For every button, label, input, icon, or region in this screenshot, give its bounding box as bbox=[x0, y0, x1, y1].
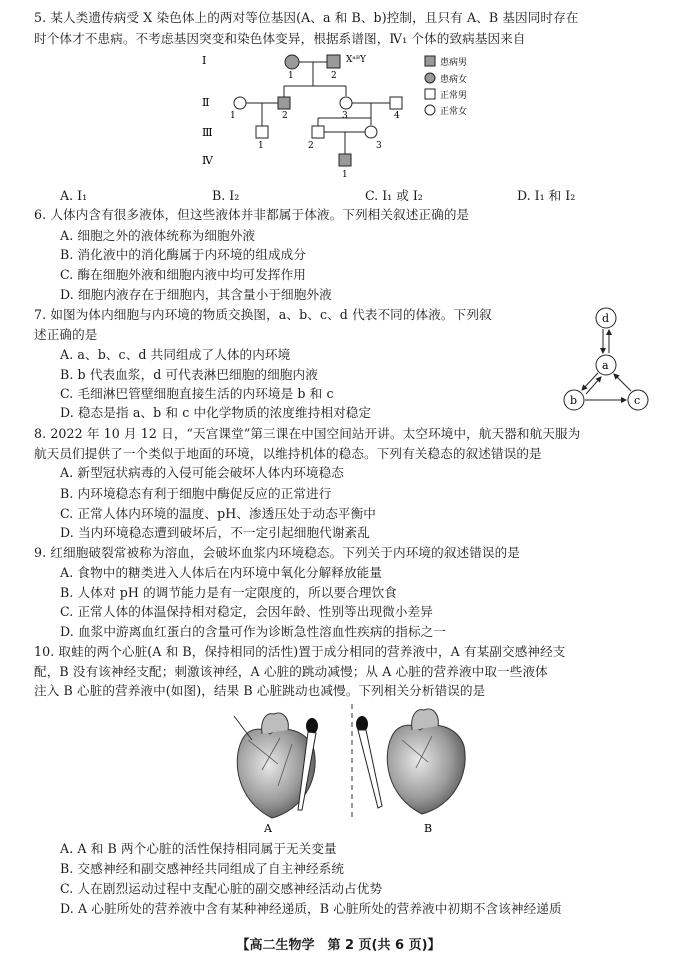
q8-option-c[interactable]: C. 正常人体内环境的温度、pH、渗透压处于动态平衡中 bbox=[60, 506, 376, 521]
q6-option-d[interactable]: D. 细胞内液存在于细胞内，其含量小于细胞外液 bbox=[60, 287, 332, 302]
q8-option-b[interactable]: B. 内环境稳态有利于细胞中酶促反应的正常进行 bbox=[60, 486, 332, 501]
heart-label-b: B bbox=[424, 822, 433, 835]
q8-stem-line-1: 8. 2022 年 10 月 12 日，“天宫课堂”第三课在中国空间站开讲。太空环境中，航天器和航天服为 bbox=[34, 426, 581, 441]
pedigree-IV1-affected-male bbox=[339, 154, 351, 166]
q5-options bbox=[0, 187, 677, 204]
legend-affected-female-label: 患病女 bbox=[440, 75, 468, 85]
pedigree-num-III3: 3 bbox=[376, 141, 382, 151]
pedigree-num-III2: 2 bbox=[308, 141, 314, 151]
q8-stem-line-2: 航天员们提供了一个类似于地面的环境，以维持机体的稳态。下列有关稳态的叙述错误的是 bbox=[34, 446, 542, 461]
node-a-label: a bbox=[602, 359, 609, 372]
q5-stem-line-2: 时个体才不患病。不考虑基因突变和染色体变异，根据系谱图，Ⅳ₁ 个体的致病基因来自 bbox=[34, 31, 526, 46]
legend-affected-male-symbol bbox=[425, 56, 435, 66]
arrow-b-to-a bbox=[586, 377, 601, 394]
pedigree-II4-normal-male bbox=[390, 97, 402, 109]
q6-stem: 6. 人体内含有很多液体，但这些液体并非都属于体液。下列相关叙述正确的是 bbox=[34, 207, 470, 222]
pedigree-II2-affected-male bbox=[278, 97, 290, 109]
q7-option-a[interactable]: A. a、b、c、d 共同组成了人体的内环境 bbox=[60, 347, 291, 362]
arrow-a-to-b bbox=[582, 373, 598, 390]
heart-label-a: A bbox=[264, 822, 272, 835]
q5-option-b[interactable]: B. Ⅰ₂ bbox=[212, 188, 240, 203]
q10-stem-line-2: 配，B 没有该神经支配；刺激该神经，A 心脏的跳动减慢；从 A 心脏的营养液中取一些液体 bbox=[34, 664, 548, 679]
q10-option-b[interactable]: B. 交感神经和副交感神经共同组成了自主神经系统 bbox=[60, 861, 345, 876]
node-b-label: b bbox=[570, 394, 578, 407]
pedigree-num-I1: 1 bbox=[288, 71, 294, 81]
q10-stem-line-1: 10. 取蛙的两个心脏(A 和 B，保持相同的活性)置于成分相同的营养液中，A 有某副交感神经支 bbox=[34, 644, 566, 659]
pedigree-I1-affected-female bbox=[285, 55, 299, 69]
pedigree-num-IV1: 1 bbox=[342, 170, 348, 180]
pedigree-chart bbox=[200, 48, 660, 188]
legend-affected-female-symbol bbox=[425, 73, 435, 83]
q9-stem: 9. 红细胞破裂常被称为溶血，会破坏血浆内环境稳态。下列关于内环境的叙述错误的是 bbox=[34, 545, 520, 560]
q5-option-c[interactable]: C. Ⅰ₁ 或 Ⅰ₂ bbox=[365, 188, 423, 203]
q5-stem-line-1: 5. 某人类遗传病受 X 染色体上的两对等位基因(A、a 和 B、b)控制，且只有 A、B 基因同时存在 bbox=[34, 10, 579, 25]
q9-option-c[interactable]: C. 正常人体的体温保持相对稳定，会因年龄、性别等出现微小差异 bbox=[60, 604, 433, 619]
arrow-c-to-a bbox=[614, 374, 631, 391]
pedigree-num-III1: 1 bbox=[258, 141, 264, 151]
node-c-label: c bbox=[634, 394, 641, 407]
legend-normal-male-label: 正常男 bbox=[440, 91, 468, 101]
pedigree-II1-normal-female bbox=[234, 97, 246, 109]
q9-option-a[interactable]: A. 食物中的糖类进入人体后在内环境中氧化分解释放能量 bbox=[60, 565, 383, 580]
body-fluid-diagram bbox=[556, 302, 666, 422]
q10-option-c[interactable]: C. 人在剧烈运动过程中支配心脏的副交感神经活动占优势 bbox=[60, 881, 383, 896]
q7-option-c[interactable]: C. 毛细淋巴管壁细胞直接生活的内环境是 b 和 c bbox=[60, 386, 334, 401]
pedigree-II3-normal-female bbox=[340, 97, 352, 109]
legend-normal-male-symbol bbox=[425, 89, 435, 99]
generation-label-3: Ⅲ bbox=[202, 126, 213, 139]
node-d-label: d bbox=[602, 312, 610, 325]
generation-label-4: Ⅳ bbox=[202, 154, 213, 167]
q5-option-a[interactable]: A. Ⅰ₁ bbox=[60, 188, 88, 203]
q6-option-a[interactable]: A. 细胞之外的液体统称为细胞外液 bbox=[60, 228, 256, 243]
q10-option-d[interactable]: D. A 心脏所处的营养液中含有某种神经递质，B 心脏所处的营养液中初期不含该神经递质 bbox=[60, 901, 562, 916]
pedigree-I2-affected-male bbox=[327, 55, 340, 68]
q9-option-d[interactable]: D. 血浆中游离血红蛋白的含量可作为诊断急性溶血性疾病的指标之一 bbox=[60, 624, 447, 639]
q8-option-d[interactable]: D. 当内环境稳态遭到破坏后，不一定引起细胞代谢紊乱 bbox=[60, 525, 370, 540]
pedigree-num-II4: 4 bbox=[394, 111, 400, 121]
genotype-label: XᵃᴮY bbox=[346, 55, 366, 65]
generation-label-2: Ⅱ bbox=[202, 96, 210, 109]
heart-experiment-figure bbox=[222, 700, 482, 836]
dropper-b-icon bbox=[356, 716, 382, 808]
q6-option-c[interactable]: C. 酶在细胞外液和细胞内液中均可发挥作用 bbox=[60, 267, 306, 282]
pedigree-num-I2: 2 bbox=[331, 71, 337, 81]
pedigree-III1-normal-male bbox=[256, 126, 268, 138]
pedigree-num-II3: 3 bbox=[342, 111, 348, 121]
q5-option-d[interactable]: D. Ⅰ₁ 和 Ⅰ₂ bbox=[517, 188, 576, 203]
pedigree-III2-normal-male bbox=[312, 126, 324, 138]
heart-b-icon bbox=[387, 709, 465, 814]
q6-option-b[interactable]: B. 消化液中的消化酶属于内环境的组成成分 bbox=[60, 247, 307, 262]
q7-stem-line-1: 7. 如图为体内细胞与内环境的物质交换图，a、b、c、d 代表不同的体液。下列叙 bbox=[34, 307, 492, 322]
pedigree-num-II2: 2 bbox=[282, 111, 288, 121]
generation-label-1: Ⅰ bbox=[202, 54, 207, 67]
pedigree-num-II1: 1 bbox=[230, 111, 236, 121]
q7-option-d[interactable]: D. 稳态是指 a、b 和 c 中化学物质的浓度维持相对稳定 bbox=[60, 405, 372, 420]
q8-option-a[interactable]: A. 新型冠状病毒的入侵可能会破坏人体内环境稳态 bbox=[60, 465, 344, 480]
legend-normal-female-symbol bbox=[425, 105, 435, 115]
q7-option-b[interactable]: B. b 代表血浆，d 可代表淋巴细胞的细胞内液 bbox=[60, 367, 318, 382]
q9-option-b[interactable]: B. 人体对 pH 的调节能力是有一定限度的，所以要合理饮食 bbox=[60, 585, 397, 600]
legend-affected-male-label: 患病男 bbox=[440, 58, 468, 68]
q10-stem-line-3: 注入 B 心脏的营养液中(如图)，结果 B 心脏跳动也减慢。下列相关分析错误的是 bbox=[34, 683, 486, 698]
q10-option-a[interactable]: A. A 和 B 两个心脏的活性保持相同属于无关变量 bbox=[60, 841, 337, 856]
legend-normal-female-label: 正常女 bbox=[440, 107, 468, 117]
pedigree-III3-normal-female bbox=[365, 126, 377, 138]
page-footer: 【高二生物学 第 2 页(共 6 页)】 bbox=[236, 938, 441, 953]
q7-stem-line-2: 述正确的是 bbox=[34, 327, 98, 342]
